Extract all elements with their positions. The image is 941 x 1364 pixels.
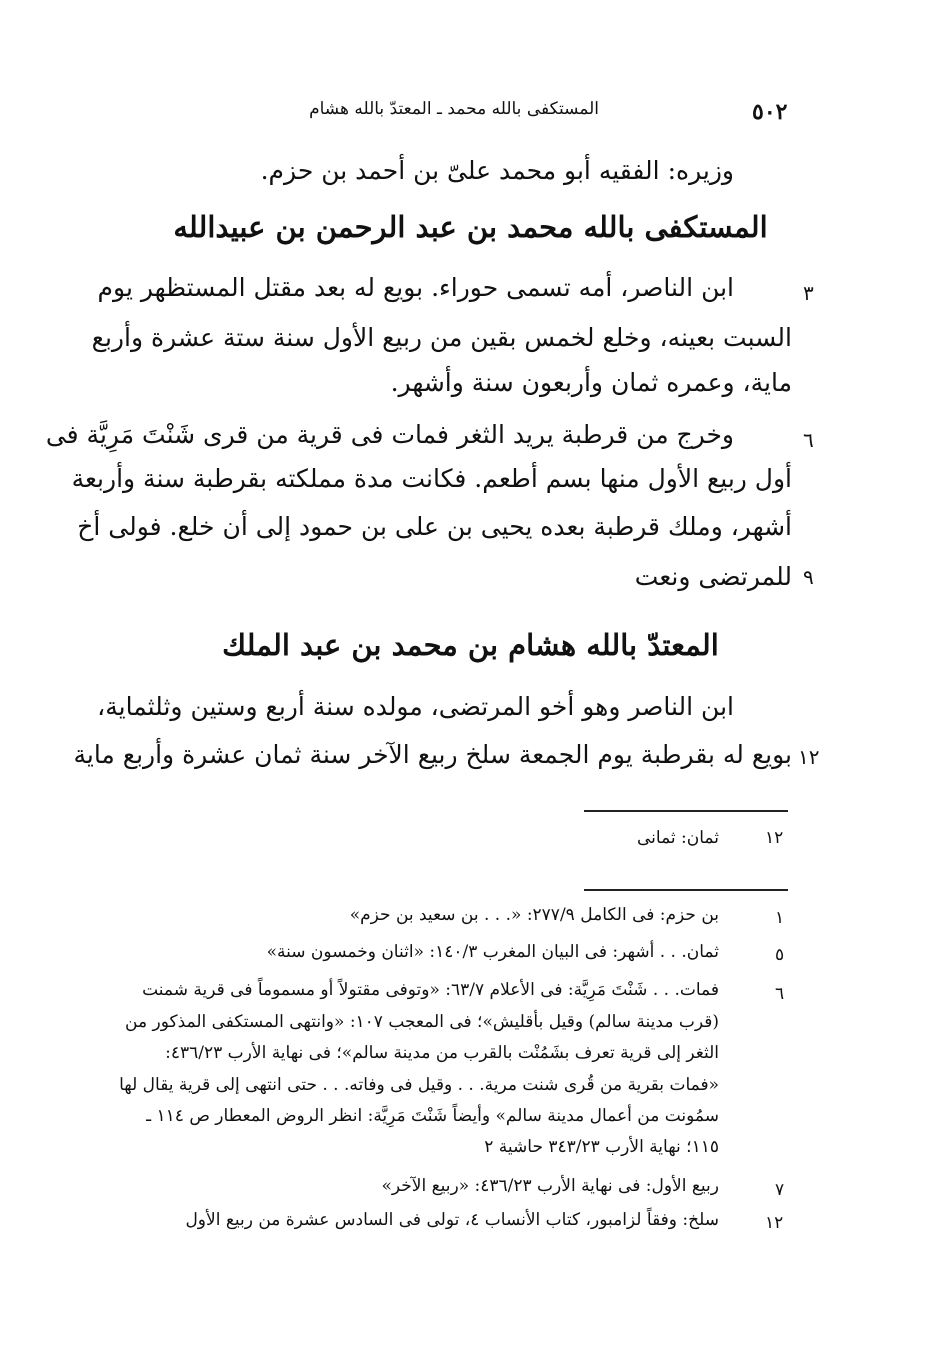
note-line-number: ٥: [775, 945, 785, 965]
text-line: ابن الناصر وهو أخو المرتضى، مولده سنة أربع وستين وثلثماية،: [97, 692, 734, 721]
note-line-number: ١: [775, 908, 785, 928]
note-text: فمات. . . شَنْتَ مَرِيَّة: فى الأعلام ٦٣/٧: «وتوفى مقتولاً أو مسموماً فى قرية شمنت: [142, 980, 719, 1000]
section-heading: المعتدّ بالله هشام بن محمد بن عبد الملك: [222, 628, 719, 662]
page-number: ٥٠٢: [752, 99, 788, 125]
text-line: بويع له بقرطبة يوم الجمعة سلخ ربيع الآخر سنة ثمان عشرة وأربع ماية: [73, 740, 792, 769]
note-text: سمُونت من أعمال مدينة سالم» وأيضاً شَنْتَ مَرِيَّة: انظر الروض المعطار ص ١١٤ ـ: [146, 1106, 719, 1126]
apparatus-rule: [584, 889, 788, 891]
note-line-number: ٧: [775, 1180, 785, 1200]
line-number: ١٢: [798, 745, 820, 769]
note-text: الثغر إلى قرية تعرف بشَمُنْت بالقرب من مدينة سالم»؛ فى نهاية الأرب ٤٣٦/٢٣:: [165, 1043, 719, 1063]
note-text: ثمان: ثمانى: [637, 828, 719, 848]
running-title: المستكفى بالله محمد ـ المعتدّ بالله هشام: [309, 99, 599, 119]
note-text: «فمات بقرية من قُرى شنت مرية. . . وقيل فى وفاته. . . حتى انتهى إلى قرية يقال لها: [119, 1075, 719, 1095]
note-text: (قرب مدينة سالم) وقيل بأقليش»؛ فى المعجب ١٠٧: «وانتهى المستكفى المذكور من: [125, 1012, 719, 1032]
line-number: ٣: [803, 281, 814, 305]
apparatus-rule: [584, 810, 788, 812]
note-line-number: ٦: [775, 984, 785, 1004]
intro-line: وزيره: الفقيه أبو محمد علىّ بن أحمد بن حزم.: [260, 156, 734, 185]
line-number: ٦: [803, 428, 814, 452]
note-line-number: ١٢: [765, 1213, 784, 1233]
section-heading: المستكفى بالله محمد بن عبد الرحمن بن عبيدالله: [173, 210, 768, 244]
text-line: وخرج من قرطبة يريد الثغر فمات فى قرية من قرى شَنْتَ مَرِيَّة فى: [45, 420, 734, 449]
text-line: السبت بعينه، وخلع لخمس بقين من ربيع الأول سنة ستة عشرة وأربع: [91, 323, 792, 352]
text-line: أول ربيع الأول منها بسم أطعم. فكانت مدة مملكته بقرطبة سنة وأربعة: [71, 464, 792, 493]
note-text: سلخ: وفقاً لزامبور، كتاب الأنساب ٤، تولى فى السادس عشرة من ربيع الأول: [185, 1210, 719, 1230]
note-text: بن حزم: فى الكامل ٢٧٧/٩: «. . . بن سعيد بن حزم»: [349, 905, 719, 925]
line-number: ٩: [803, 565, 814, 589]
text-line: ماية، وعمره ثمان وأربعون سنة وأشهر.: [390, 368, 792, 397]
note-text: ربيع الأول: فى نهاية الأرب ٤٣٦/٢٣: «ربيع الآخر»: [381, 1176, 719, 1196]
text-line: ابن الناصر، أمه تسمى حوراء. بويع له بعد مقتل المستظهر يوم: [97, 273, 734, 302]
text-line: أشهر، وملك قرطبة بعده يحيى بن على بن حمود إلى أن خلع. فولى أخ: [77, 512, 792, 541]
note-line-number: ١٢: [765, 828, 784, 848]
text-line: للمرتضى ونعت: [634, 562, 792, 591]
note-text: ثمان. . . أشهر: فى البيان المغرب ١٤٠/٣: «اثنان وخمسون سنة»: [266, 942, 719, 962]
note-text: ١١٥؛ نهاية الأرب ٣٤٣/٢٣ حاشية ٢: [484, 1137, 719, 1157]
